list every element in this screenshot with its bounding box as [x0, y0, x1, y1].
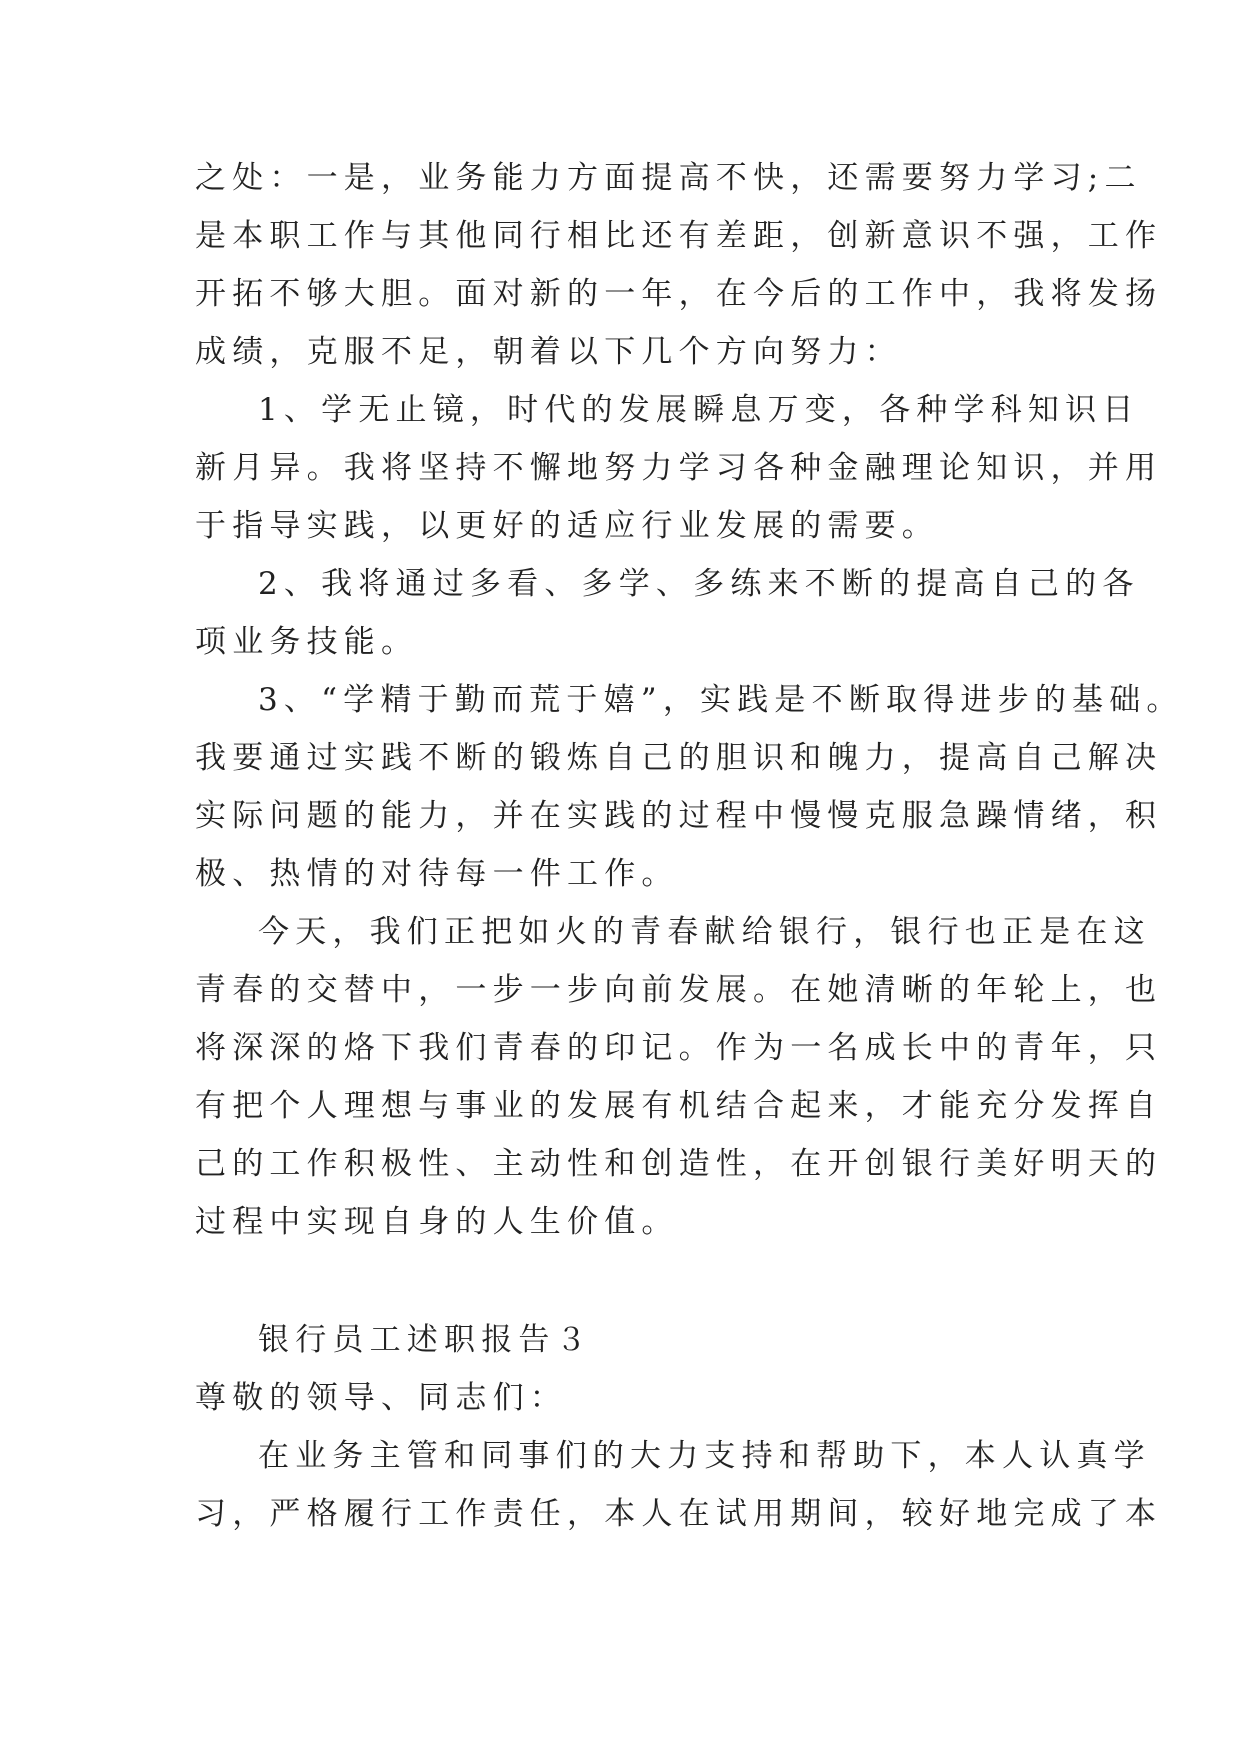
text-line: 己的工作积极性、主动性和创造性，在开创银行美好明天的: [195, 1146, 1163, 1182]
text-line: 极、热情的对待每一件工作。: [195, 856, 679, 892]
text-line: 新月异。我将坚持不懈地努力学习各种金融理论知识，并用: [195, 450, 1163, 486]
section-heading: 银行员工述职报告３: [258, 1322, 593, 1358]
text-line: 将深深的烙下我们青春的印记。作为一名成长中的青年，只: [195, 1030, 1163, 1066]
salutation: 尊敬的领导、同志们：: [195, 1380, 567, 1416]
text-line: 1、学无止镜，时代的发展瞬息万变，各种学科知识日: [258, 392, 1140, 428]
text-line: 之处：一是，业务能力方面提高不快，还需要努力学习;二: [195, 160, 1142, 196]
text-line: 2、我将通过多看、多学、多练来不断的提高自己的各: [258, 566, 1140, 602]
text-line: 有把个人理想与事业的发展有机结合起来，才能充分发挥自: [195, 1088, 1163, 1124]
text-line: 过程中实现自身的人生价值。: [195, 1204, 679, 1240]
text-line: 开拓不够大胆。面对新的一年，在今后的工作中，我将发扬: [195, 276, 1163, 312]
text-line: 青春的交替中，一步一步向前发展。在她清晰的年轮上，也: [195, 972, 1163, 1008]
text-line: 习，严格履行工作责任，本人在试用期间，较好地完成了本: [195, 1496, 1163, 1532]
text-line: 3、“学精于勤而荒于嬉”，实践是不断取得进步的基础。: [258, 682, 1184, 718]
text-line: 成绩，克服不足，朝着以下几个方向努力：: [195, 334, 902, 370]
text-line: 在业务主管和同事们的大力支持和帮助下，本人认真学: [258, 1438, 1151, 1474]
text-line: 实际问题的能力，并在实践的过程中慢慢克服急躁情绪，积: [195, 798, 1163, 834]
text-line: 于指导实践，以更好的适应行业发展的需要。: [195, 508, 939, 544]
text-line: 我要通过实践不断的锻炼自己的胆识和魄力，提高自己解决: [195, 740, 1163, 776]
text-line: 是本职工作与其他同行相比还有差距，创新意识不强，工作: [195, 218, 1163, 254]
text-line: 今天，我们正把如火的青春献给银行，银行也正是在这: [258, 914, 1151, 950]
text-line: 项业务技能。: [195, 624, 419, 660]
